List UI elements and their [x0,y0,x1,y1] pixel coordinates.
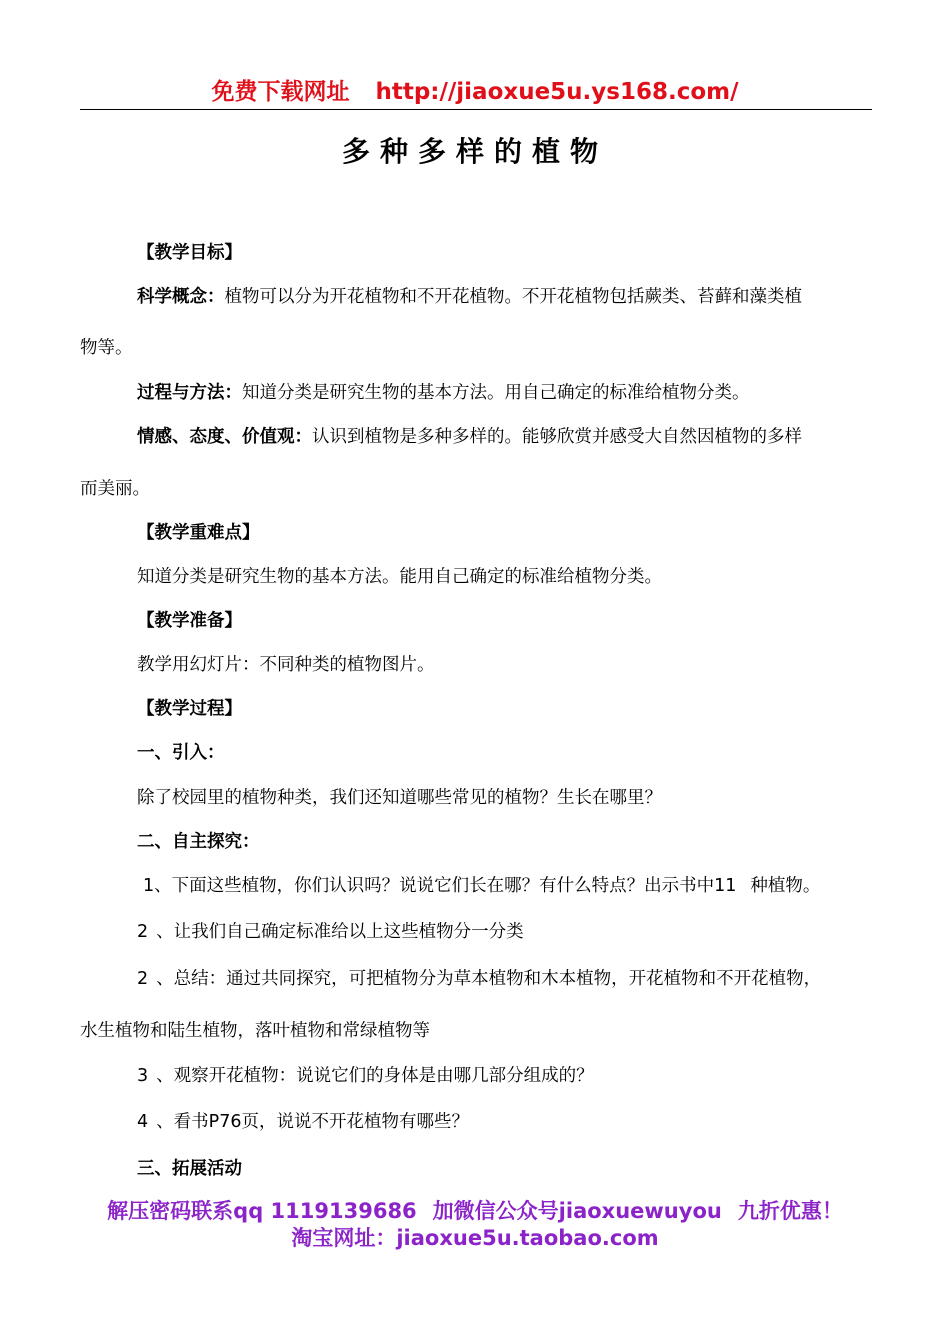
science-text-continued: 物等。 [80,338,133,358]
science-text: 植物可以分为开花植物和不开花植物。不开花植物包括蕨类、苔藓和藻类植 [224,287,802,307]
footer-promo-line [0,1197,950,1225]
step-1-number: 1 [143,876,155,896]
header-divider [80,109,872,110]
footer-discount: 九折优惠！ [737,1199,843,1223]
process-label: 过程与方法： [137,383,242,403]
process-method-line [137,380,750,406]
step-1-count: 11 [714,876,737,896]
explore-heading: 二、自主探究： [137,832,260,852]
objectives-heading: 【教学目标】 [137,243,242,263]
step-1-text: 、下面这些植物，你们认识吗？说说它们长在哪？有什么特点？出示书中 [154,876,715,896]
step-5-text-end: 页，说说不开花植物有哪些？ [241,1112,469,1132]
header-url-link[interactable]: http://jiaoxue5u.ys168.com/ [375,79,739,105]
step-5-page: P76 [208,1112,242,1132]
step-4-number: 3 [137,1066,149,1086]
step-4 [137,1063,594,1089]
header-banner [0,76,950,108]
step-2 [137,919,524,945]
step-3-text: 、总结：通过共同探究，可把植物分为草本植物和木本植物，开花植物和不开花植物， [156,969,822,989]
step-4-text: 、观察开花植物：说说它们的身体是由哪几部分组成的？ [156,1066,594,1086]
step-2-text: 、让我们自己确定标准给以上这些植物分一分类 [156,922,524,942]
extend-heading: 三、拓展活动 [137,1159,242,1179]
step-2-number: 2 [137,922,149,942]
page-title: 多种多样的植物 [341,135,608,168]
footer-taobao-link[interactable]: jiaoxue5u.taobao.com [396,1226,659,1250]
process-heading: 【教学过程】 [137,699,242,719]
intro-heading: 一、引入： [137,743,225,763]
footer-taobao-line [0,1224,950,1252]
footer-wechat-id: jiaoxuewuyou [558,1199,722,1223]
attitude-text: 认识到植物是多种多样的。能够欣赏并感受大自然因植物的多样 [312,427,802,447]
step-1 [143,873,820,899]
prep-heading: 【教学准备】 [137,611,242,631]
step-5-number: 4 [137,1112,149,1132]
key-points-text: 知道分类是研究生物的基本方法。能用自己确定的标准给植物分类。 [137,567,662,587]
footer-qq: qq 1119139686 [233,1199,417,1223]
step-3-number: 2 [137,969,149,989]
intro-text: 除了校园里的植物种类，我们还知道哪些常见的植物？生长在哪里？ [137,788,662,808]
footer-wechat-label: 加微信公众号 [432,1199,559,1223]
process-text: 知道分类是研究生物的基本方法。用自己确定的标准给植物分类。 [242,383,750,403]
step-5 [137,1109,469,1135]
header-label: 免费下载网址 [211,79,350,105]
step-5-text: 、看书 [156,1112,209,1132]
science-label: 科学概念： [137,287,225,307]
step-3-continued: 水生植物和陆生植物，落叶植物和常绿植物等 [80,1021,430,1041]
footer-contact-label: 解压密码联系 [107,1199,234,1223]
step-3 [137,966,821,992]
attitude-label: 情感、态度、价值观： [137,427,312,447]
attitude-line [137,424,802,450]
step-1-text-end: 种植物。 [750,876,821,896]
key-points-heading: 【教学重难点】 [137,523,260,543]
attitude-text-continued: 而美丽。 [80,479,150,499]
science-concept-line [137,284,802,310]
prep-text: 教学用幻灯片：不同种类的植物图片。 [137,655,435,675]
footer-taobao-label: 淘宝网址： [291,1226,397,1250]
